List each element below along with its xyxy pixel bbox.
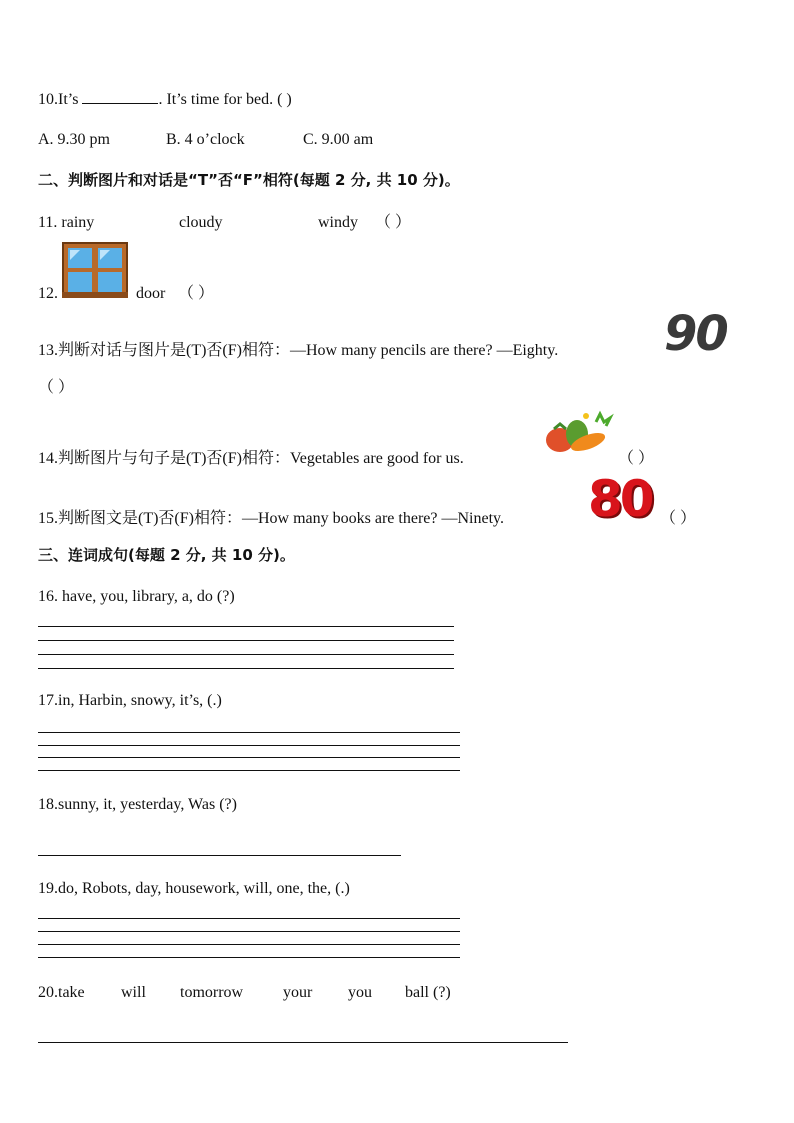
question-10: 10.It’s . It’s time for bed. ( ): [38, 88, 292, 110]
question-10-option-c[interactable]: C. 9.00 am: [303, 131, 374, 148]
question-11-word-1: 11. rainy: [38, 214, 95, 231]
question-15-text: 15.判断图文是(T)否(F)相符：—How many books are there? —Ninety.: [38, 510, 504, 527]
question-16-text: 16. have, you, library, a, do (?): [38, 588, 235, 605]
writing-line[interactable]: [38, 770, 460, 771]
number-80-image: 80: [588, 470, 652, 528]
vegetables-icon: [544, 410, 614, 462]
writing-line[interactable]: [38, 640, 454, 641]
writing-line[interactable]: [38, 855, 401, 856]
window-icon: [62, 242, 128, 298]
writing-line[interactable]: [38, 745, 460, 746]
question-12-number: 12.: [38, 285, 58, 302]
writing-line[interactable]: [38, 918, 460, 919]
question-17-text: 17.in, Harbin, snowy, it’s, (.): [38, 692, 222, 709]
section-3-heading: 三、连词成句(每题 2 分, 共 10 分)。: [38, 546, 295, 564]
question-20-word: ball (?): [405, 984, 451, 1001]
writing-line[interactable]: [38, 654, 454, 655]
writing-line[interactable]: [38, 1042, 568, 1043]
writing-line[interactable]: [38, 757, 460, 758]
question-20-word: 20.take: [38, 984, 85, 1001]
question-10-option-b[interactable]: B. 4 o’clock: [166, 131, 245, 148]
question-15-answer-paren[interactable]: （ ）: [660, 510, 697, 527]
question-19-text: 19.do, Robots, day, housework, will, one, the, (.): [38, 880, 350, 897]
writing-line[interactable]: [38, 944, 460, 945]
writing-line[interactable]: [38, 957, 460, 958]
question-12-word: door: [136, 285, 166, 302]
question-20-word: you: [348, 984, 372, 1001]
section-2-heading: 二、判断图片和对话是“T”否“F”相符(每题 2 分, 共 10 分)。: [38, 171, 460, 189]
question-13-answer-paren[interactable]: （ ）: [38, 379, 75, 396]
question-12-answer-paren[interactable]: （ ）: [178, 285, 215, 302]
question-10-option-a[interactable]: A. 9.30 pm: [38, 131, 110, 148]
question-20-word: your: [283, 984, 313, 1001]
answer-blank[interactable]: [82, 88, 158, 104]
question-11-answer-paren[interactable]: （ ）: [375, 214, 412, 231]
question-18-text: 18.sunny, it, yesterday, Was (?): [38, 796, 237, 813]
writing-line[interactable]: [38, 626, 454, 627]
question-11-word-2: cloudy: [179, 214, 223, 231]
question-11-word-3: windy: [318, 214, 358, 231]
question-20-word: will: [121, 984, 146, 1001]
question-14-text: 14.判断图片与句子是(T)否(F)相符：Vegetables are good for us.: [38, 450, 464, 467]
writing-line[interactable]: [38, 732, 460, 733]
question-14-answer-paren[interactable]: （ ）: [618, 450, 655, 467]
question-13-text: 13.判断对话与图片是(T)否(F)相符：—How many pencils are there? —Eighty.: [38, 342, 559, 359]
writing-line[interactable]: [38, 668, 454, 669]
number-90-image: 90: [664, 306, 727, 362]
writing-line[interactable]: [38, 931, 460, 932]
question-20-word: tomorrow: [180, 984, 244, 1001]
